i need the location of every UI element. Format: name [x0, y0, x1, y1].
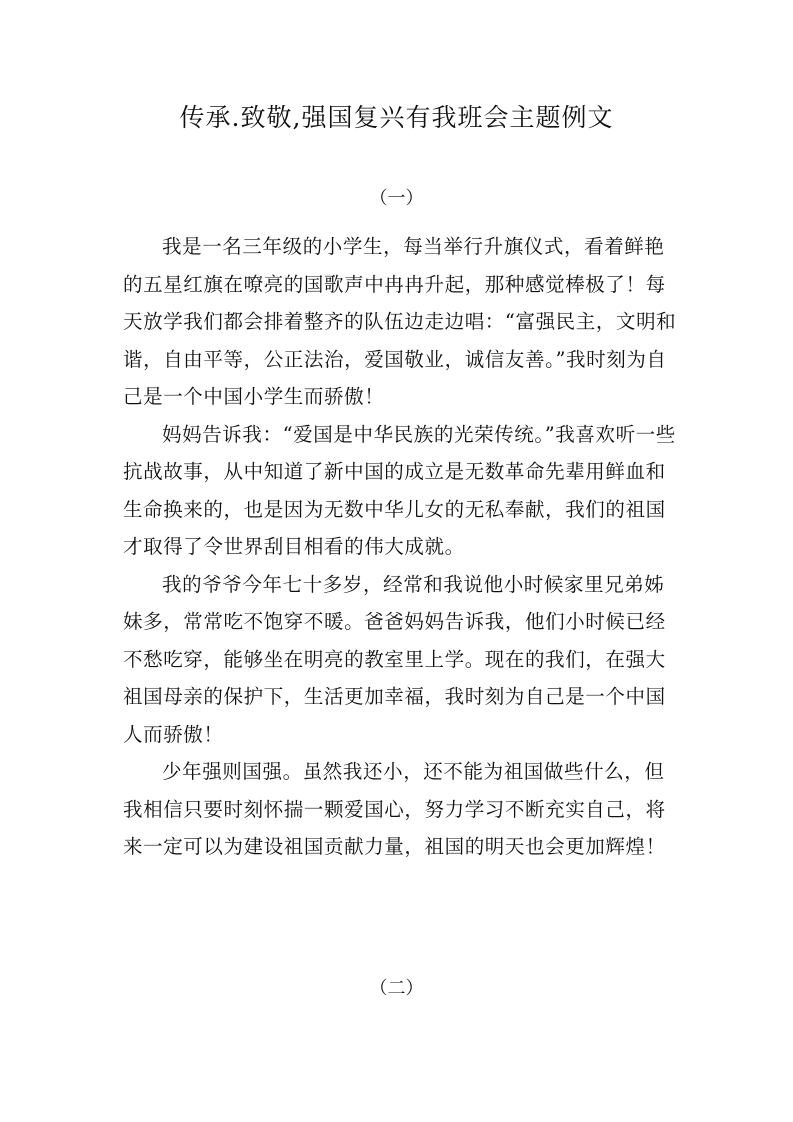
section-marker-1: （一） — [369, 188, 424, 209]
paragraph-3: 我的爷爷今年七十多岁，经常和我说他小时候家里兄弟姊妹多，常常吃不饱穿不暖。爸爸妈妈告诉我，他们小时候已经不愁吃穿，能够坐在明亮的教室里上学。现在的我们，在强大祖国母亲的保护下，生活更加幸福，我时刻为自己是一个中国人而骄傲！ — [123, 572, 666, 746]
section-marker-2: （二） — [369, 978, 424, 999]
section-1-body — [123, 228, 683, 866]
paragraph-4: 少年强则国强。虽然我还小，还不能为祖国做些什么，但我相信只要时刻怀揣一颗爱国心，努力学习不断充实自己，将来一定可以为建设祖国贡献力量，祖国的明天也会更加辉煌！ — [123, 760, 666, 858]
document-title: 传承.致敬,强国复兴有我班会主题例文 — [179, 103, 614, 132]
paragraph-2: 妈妈告诉我：“爱国是中华民族的光荣传统。”我喜欢听一些抗战故事，从中知道了新中国的成立是无数革命先辈用鲜血和生命换来的，也是因为无数中华儿女的无私奉献，我们的祖国才取得了令世界刮目相看的伟大成就。 — [123, 422, 676, 558]
paragraph-1: 我是一名三年级的小学生，每当举行升旗仪式，看着鲜艳的五星红旗在嘹亮的国歌声中冉冉升起，那种感觉棒极了！每天放学我们都会排着整齐的队伍边走边唱：“富强民主，文明和谐，自由平等，公正法治，爱国敬业，诚信友善。”我时刻为自己是一个中国小学生而骄傲！ — [123, 235, 677, 408]
